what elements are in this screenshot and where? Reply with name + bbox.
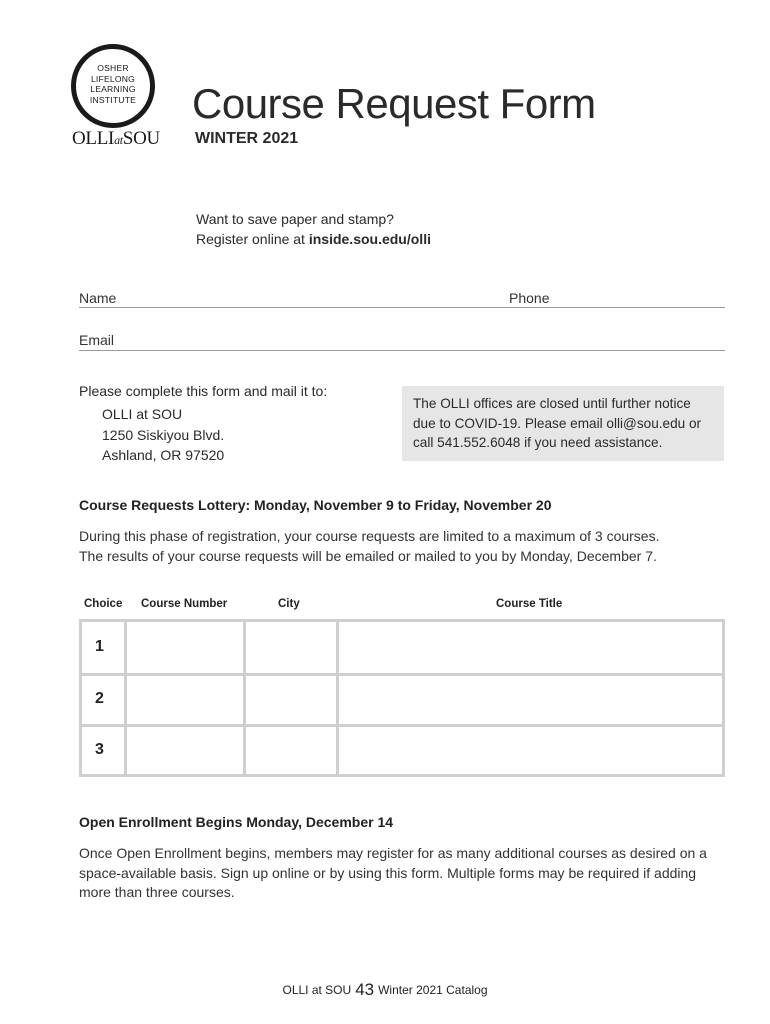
- name-phone-field[interactable]: [79, 307, 725, 308]
- lottery-line: The results of your course requests will be emailed or mailed to you by Monday, December 7.: [79, 547, 657, 564]
- address-line: OLLI at SOU: [102, 406, 183, 422]
- open-enrollment-line: space-available basis. Sign up online or by using this form. Multiple forms may be required if adding: [79, 864, 697, 881]
- logo-line: LIFELONG: [90, 73, 136, 84]
- open-enrollment-line: more than three courses.: [79, 884, 235, 900]
- register-online-text: [196, 231, 431, 247]
- season-label: WINTER 2021: [195, 130, 299, 147]
- notice-line: The OLLI offices are closed until further notice: [413, 396, 691, 411]
- footer-right: Winter 2021 Catalog: [378, 983, 488, 997]
- address-line: Ashland, OR 97520: [102, 447, 225, 463]
- column-header-course-title: Course Title: [496, 598, 563, 610]
- logo-wordmark-sou: SOU: [122, 128, 160, 149]
- open-enrollment-line: Once Open Enrollment begins, members may register for as many additional courses as desired on a: [79, 845, 707, 861]
- footer-left: OLLI at SOU: [282, 983, 352, 997]
- city-cell[interactable]: [243, 622, 246, 674]
- notice-line: due to COVID-19. Please email olli@sou.edu or: [413, 415, 702, 431]
- lottery-heading: Course Requests Lottery: Monday, November 9 to Friday, November 20: [79, 497, 552, 513]
- open-enrollment-description: [79, 844, 729, 903]
- register-online-prefix: Register online at: [196, 231, 309, 247]
- column-header-city: City: [278, 598, 300, 610]
- open-enrollment-heading: Open Enrollment Begins Monday, December 14: [79, 814, 394, 830]
- logo-institute-text: [71, 63, 155, 105]
- notice-line: call 541.552.6048 if you need assistance.: [413, 435, 663, 450]
- course-number-cell[interactable]: [124, 622, 127, 674]
- column-header-choice: Choice: [84, 598, 123, 610]
- table-row: [82, 724, 722, 774]
- course-number-cell[interactable]: [124, 676, 127, 725]
- page-number: 43: [355, 980, 375, 999]
- city-cell[interactable]: [243, 727, 246, 774]
- column-header-course-number: Course Number: [141, 598, 228, 610]
- table-row: [82, 673, 722, 725]
- page-title: Course Request Form: [192, 80, 596, 127]
- mail-instructions: Please complete this form and mail it to:: [79, 383, 328, 399]
- course-number-cell[interactable]: [124, 727, 127, 774]
- name-label: Name: [79, 290, 117, 306]
- register-online-link[interactable]: inside.sou.edu/olli: [308, 231, 431, 247]
- logo-wordmark-olli: OLLI: [72, 128, 115, 149]
- course-title-cell[interactable]: [336, 622, 339, 674]
- phone-label: Phone: [509, 290, 550, 306]
- table-row: [82, 622, 722, 674]
- logo-wordmark-at: at: [114, 133, 123, 147]
- city-cell[interactable]: [243, 676, 246, 725]
- lottery-line: During this phase of registration, your course requests are limited to a maximum of 3 courses.: [79, 528, 660, 544]
- choice-number: 1: [95, 638, 104, 655]
- logo-line: OSHER: [97, 63, 129, 73]
- course-title-cell[interactable]: [336, 676, 339, 725]
- course-title-cell[interactable]: [336, 727, 339, 774]
- address-line: 1250 Siskiyou Blvd.: [102, 427, 225, 443]
- choice-number: 2: [95, 690, 104, 707]
- choice-number: 3: [95, 741, 104, 758]
- lottery-description: [79, 527, 719, 566]
- email-field[interactable]: [79, 350, 725, 351]
- logo-wordmark: [72, 128, 160, 150]
- page-footer: [0, 980, 770, 1000]
- email-label: Email: [79, 332, 115, 348]
- covid-notice-box: [402, 386, 724, 461]
- save-paper-text: Want to save paper and stamp?: [196, 211, 394, 227]
- logo-line: INSTITUTE: [89, 94, 137, 105]
- logo-line: LEARNING: [90, 84, 136, 95]
- course-request-table: [79, 619, 725, 777]
